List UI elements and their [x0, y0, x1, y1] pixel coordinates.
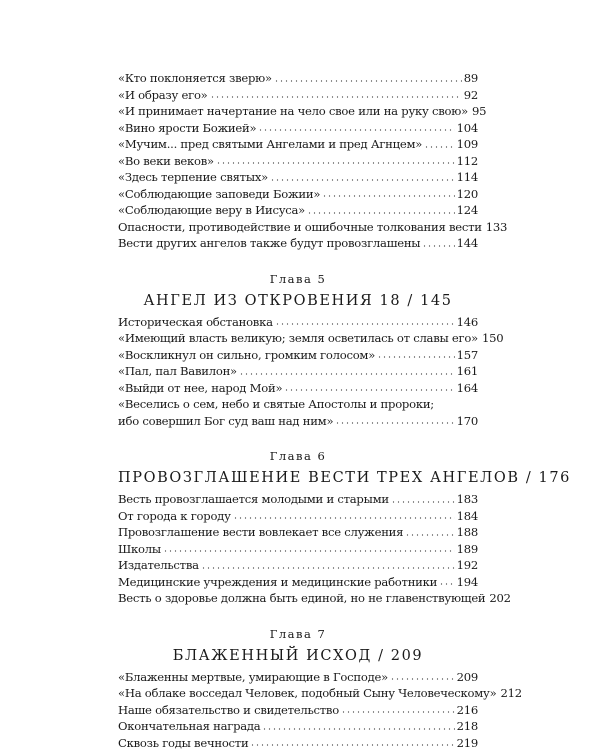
entry-page: 188	[457, 524, 478, 541]
entry-page: 184	[457, 508, 478, 525]
entry-title: Медицинские учреждения и медицинские работники	[118, 574, 437, 591]
entry-title: «Выйди от нее, народ Мой»	[118, 380, 282, 397]
entry-page: 218	[457, 718, 478, 735]
entry-page: 209	[457, 669, 478, 686]
dot-leader	[422, 243, 454, 249]
entry-page: 157	[457, 347, 478, 364]
entry-title: «Здесь терпение святых»	[118, 169, 268, 186]
dot-leader	[210, 94, 462, 100]
entry-title: «Воскликнул он сильно, громким голосом»	[118, 347, 375, 364]
entry-page: 202	[489, 590, 510, 607]
entry-page: 92	[464, 87, 478, 104]
entry-title: «На облаке восседал Человек, подобный Сыну Человеческому»	[118, 685, 496, 702]
table-of-contents	[118, 70, 478, 751]
entry-page: 95	[472, 103, 486, 120]
entry-page: 144	[457, 235, 478, 252]
dot-leader	[216, 160, 455, 166]
entry-page: 124	[457, 202, 478, 219]
entry-page: 219	[457, 735, 478, 751]
entry-title: «И образу его»	[118, 87, 208, 104]
entry-page: 161	[457, 363, 478, 380]
chapter-label: Глава 5	[118, 272, 478, 286]
entry-title: «Пал, пал Вавилон»	[118, 363, 237, 380]
toc-section	[118, 449, 478, 607]
dot-leader	[275, 321, 455, 327]
entry-page: 112	[457, 153, 478, 170]
dot-leader	[322, 193, 454, 199]
entry-page: 212	[500, 685, 521, 702]
chapter-label: Глава 6	[118, 449, 478, 463]
toc-entry[interactable]	[118, 70, 478, 87]
toc-section	[118, 627, 478, 751]
entry-title-line-1: «Веселись о сем, небо и святые Апостолы и пророки;	[118, 396, 478, 413]
toc-entry[interactable]	[118, 718, 478, 735]
toc-entry[interactable]	[118, 491, 478, 508]
toc-entry[interactable]	[118, 685, 478, 702]
entry-page: 164	[457, 380, 478, 397]
dot-leader	[335, 420, 454, 426]
toc-entry[interactable]	[118, 347, 478, 364]
dot-leader	[424, 144, 455, 150]
entry-title: Весть провозглашается молодыми и старыми	[118, 491, 389, 508]
entry-title: Наше обязательство и свидетельство	[118, 702, 339, 719]
entry-title: Окончательная награда	[118, 718, 260, 735]
entry-title: «Соблюдающие заповеди Божии»	[118, 186, 320, 203]
entry-title: Сквозь годы вечности	[118, 735, 248, 751]
entry-page: 114	[457, 169, 478, 186]
entry-page: 133	[486, 219, 507, 236]
dot-leader	[163, 548, 455, 554]
entry-page: 192	[457, 557, 478, 574]
entry-page: 109	[457, 136, 478, 153]
entry-page: 183	[457, 491, 478, 508]
dot-leader	[258, 127, 454, 133]
toc-entry[interactable]	[118, 541, 478, 558]
toc-entry[interactable]	[118, 103, 478, 120]
entry-title: Историческая обстановка	[118, 314, 273, 331]
entry-title: Провозглашение вести вовлекает все служения	[118, 524, 403, 541]
dot-leader	[274, 78, 462, 84]
entry-title: Весть о здоровье должна быть единой, но не главенствующей	[118, 590, 485, 607]
entry-page: 146	[457, 314, 478, 331]
dot-leader	[201, 565, 455, 571]
dot-leader	[233, 515, 455, 521]
chapter-title[interactable]: АНГЕЛ ИЗ ОТКРОВЕНИЯ 18 / 145	[118, 292, 478, 310]
toc-entry[interactable]	[118, 574, 478, 591]
dot-leader	[390, 676, 455, 682]
entry-title: «Мучим... пред святыми Ангелами и пред Агнцем»	[118, 136, 422, 153]
entry-page: 170	[457, 413, 478, 430]
toc-entry[interactable]	[118, 669, 478, 686]
entry-title-line-2: ибо совершил Бог суд ваш над ним»	[118, 413, 333, 430]
toc-entry[interactable]	[118, 235, 478, 252]
toc-entry[interactable]	[118, 524, 478, 541]
entry-title: «Вино ярости Божией»	[118, 120, 256, 137]
entry-page: 216	[457, 702, 478, 719]
dot-leader	[439, 581, 454, 587]
dot-leader	[270, 177, 455, 183]
toc-section	[118, 272, 478, 430]
entry-title: Издательства	[118, 557, 199, 574]
toc-entry[interactable]	[118, 169, 478, 186]
toc-entry[interactable]	[118, 590, 478, 607]
toc-entry[interactable]	[118, 363, 478, 380]
toc-entry[interactable]	[118, 120, 478, 137]
entry-title: От города к городу	[118, 508, 231, 525]
dot-leader	[341, 709, 455, 715]
entry-title: «Кто поклоняется зверю»	[118, 70, 272, 87]
toc-entry[interactable]	[118, 136, 478, 153]
dot-leader	[377, 354, 455, 360]
toc-entry[interactable]	[118, 508, 478, 525]
toc-entry[interactable]	[118, 186, 478, 203]
toc-entry[interactable]	[118, 396, 478, 429]
chapter-title[interactable]: БЛАЖЕННЫЙ ИСХОД / 209	[118, 647, 478, 665]
toc-entry[interactable]	[118, 735, 478, 751]
dot-leader	[284, 387, 454, 393]
entry-page: 89	[464, 70, 478, 87]
dot-leader	[307, 210, 455, 216]
toc-entry[interactable]	[118, 557, 478, 574]
toc-entry[interactable]	[118, 330, 478, 347]
toc-section	[118, 70, 478, 252]
entry-title: «Соблюдающие веру в Иисуса»	[118, 202, 305, 219]
entry-title: Вести других ангелов также будут провозглашены	[118, 235, 420, 252]
toc-entry[interactable]	[118, 702, 478, 719]
entry-title: Опасности, противодействие и ошибочные толкования вести	[118, 219, 482, 236]
dot-leader	[405, 532, 454, 538]
toc-entry[interactable]	[118, 153, 478, 170]
entry-title: «И принимает начертание на чело свое или на руку свою»	[118, 103, 468, 120]
chapter-label: Глава 7	[118, 627, 478, 641]
entry-title: «Во веки веков»	[118, 153, 214, 170]
toc-entry[interactable]	[118, 219, 478, 236]
entry-page: 120	[457, 186, 478, 203]
dot-leader	[262, 726, 454, 732]
entry-title: «Имеющий власть великую; земля осветилась от славы его»	[118, 330, 478, 347]
chapter-title[interactable]: ПРОВОЗГЛАШЕНИЕ ВЕСТИ ТРЕХ АНГЕЛОВ / 176	[118, 469, 478, 487]
dot-leader	[250, 742, 454, 748]
entry-page: 194	[457, 574, 478, 591]
entry-page: 104	[457, 120, 478, 137]
toc-entry[interactable]	[118, 87, 478, 104]
dot-leader	[239, 371, 455, 377]
dot-leader	[391, 499, 455, 505]
entry-page: 189	[457, 541, 478, 558]
entry-title: «Блаженны мертвые, умирающие в Господе»	[118, 669, 388, 686]
entry-page: 150	[482, 330, 503, 347]
toc-entry[interactable]	[118, 380, 478, 397]
toc-entry[interactable]	[118, 202, 478, 219]
entry-title: Школы	[118, 541, 161, 558]
toc-entry[interactable]	[118, 314, 478, 331]
